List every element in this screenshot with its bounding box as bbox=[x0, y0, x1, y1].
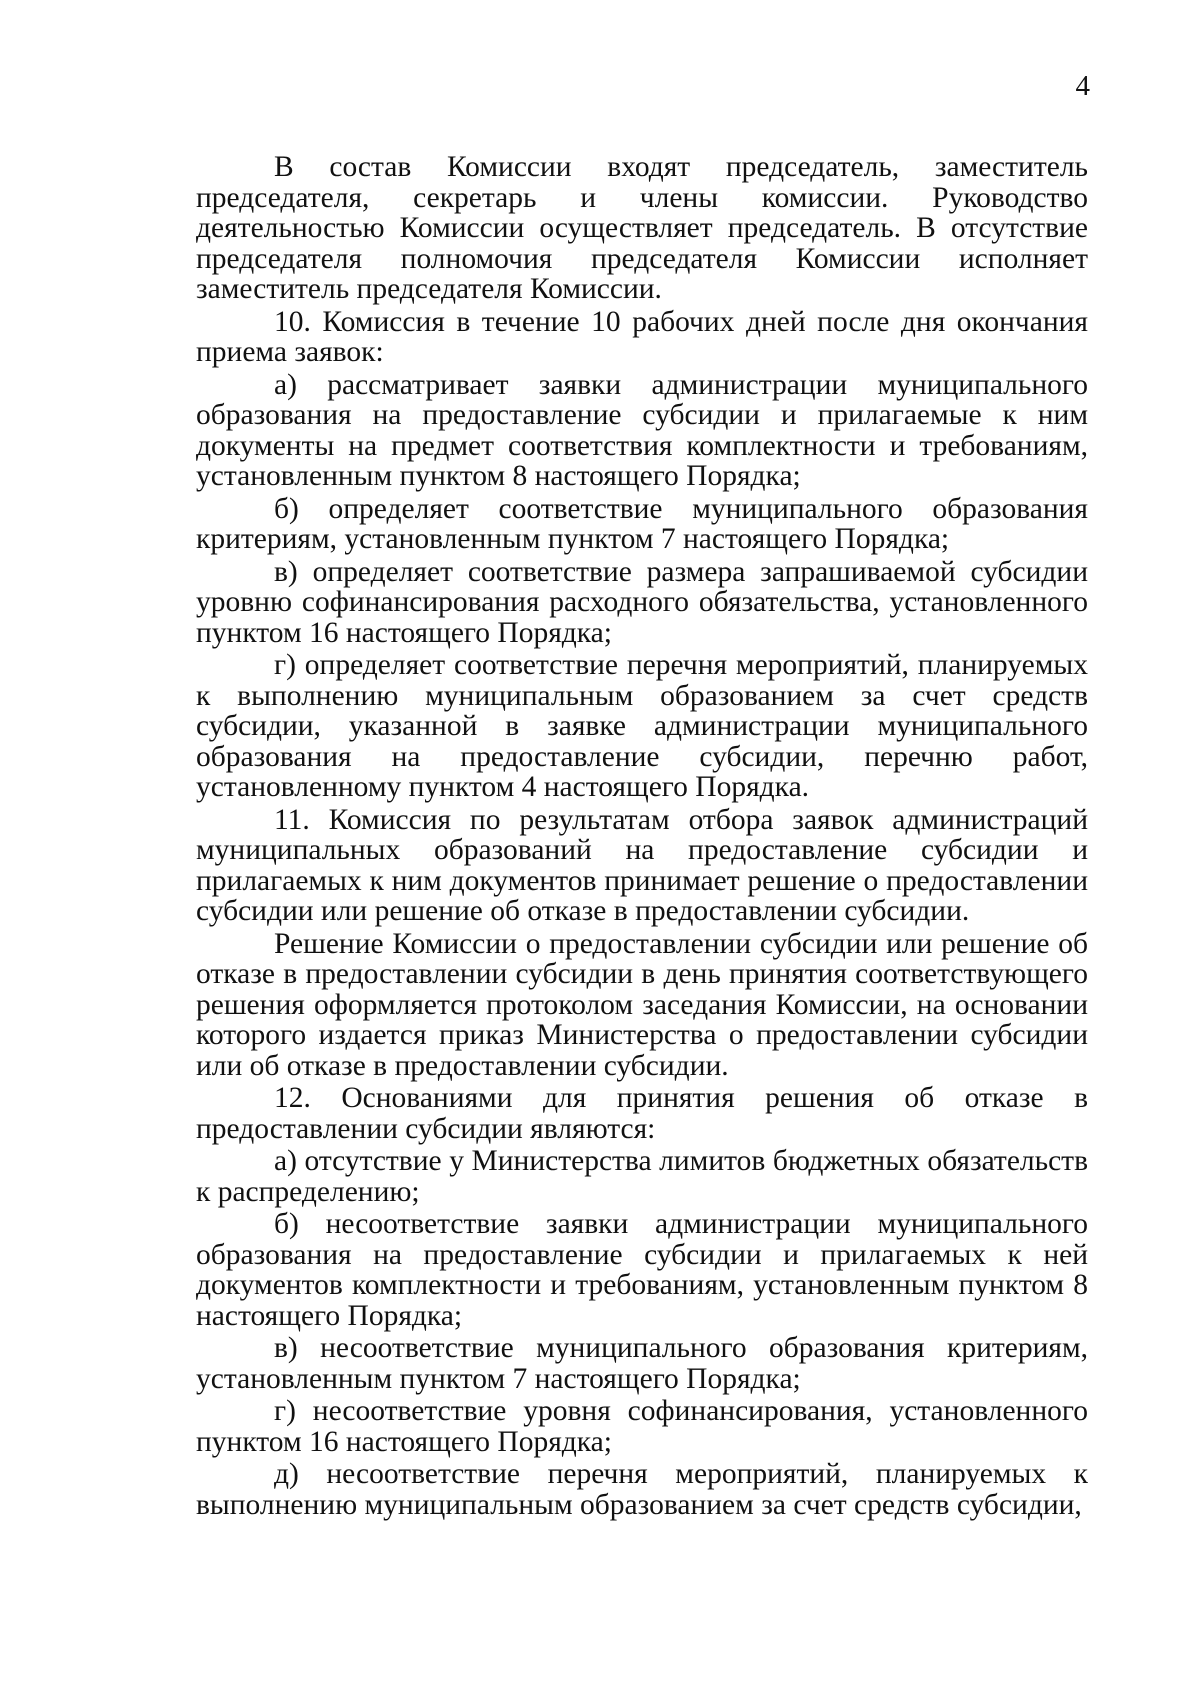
paragraph-item-10g: г) определяет соответствие перечня мероприятий, планируемых к выполнению муниципальным образованием за счет средств субсидии, указанной в заявке администрации муниципального образования на предоставление субсидии, перечню работ, установленному пунктом 4 настоящего Порядка. bbox=[196, 649, 1088, 803]
paragraph-item-12v: в) несоответствие муниципального образования критериям, установленным пунктом 7 настоящего Порядка; bbox=[196, 1332, 1088, 1395]
paragraph-item-10v: в) определяет соответствие размера запрашиваемой субсидии уровню софинансирования расходного обязательства, установленного пунктом 16 настоящего Порядка; bbox=[196, 555, 1088, 649]
page-number: 4 bbox=[1075, 70, 1090, 102]
paragraph-commission-composition: В состав Комиссии входят председатель, заместитель председателя, секретарь и члены комиссии. Руководство деятельностью Комиссии осуществляет председатель. В отсутствие председателя полномочия председателя Комиссии исполняет заместитель председателя Комиссии. bbox=[196, 151, 1088, 305]
paragraph-item-12: 12. Основаниями для принятия решения об отказе в предоставлении субсидии являются: bbox=[196, 1082, 1088, 1145]
document-body bbox=[196, 152, 1088, 1520]
paragraph-item-12d: д) несоответствие перечня мероприятий, планируемых к выполнению муниципальным образованием за счет средств субсидии, bbox=[196, 1458, 1088, 1521]
paragraph-item-12g: г) несоответствие уровня софинансирования, установленного пунктом 16 настоящего Порядка; bbox=[196, 1395, 1088, 1458]
paragraph-item-12b: б) несоответствие заявки администрации муниципального образования на предоставление субсидии и прилагаемых к ней документов комплектности и требованиям, установленным пунктом 8 настоящего Порядка; bbox=[196, 1208, 1088, 1332]
paragraph-item-10b: б) определяет соответствие муниципального образования критериям, установленным пунктом 7 настоящего Порядка; bbox=[196, 492, 1088, 555]
paragraph-item-10: 10. Комиссия в течение 10 рабочих дней после дня окончания приема заявок: bbox=[196, 305, 1088, 368]
paragraph-item-12a: а) отсутствие у Министерства лимитов бюджетных обязательств к распределению; bbox=[196, 1145, 1088, 1208]
paragraph-commission-decision: Решение Комиссии о предоставлении субсидии или решение об отказе в предоставлении субсидии в день принятия соответствующего решения оформляется протоколом заседания Комиссии, на основании которого издается приказ Министерства о предоставлении субсидии или об отказе в предоставлении субсидии. bbox=[196, 927, 1088, 1082]
paragraph-item-11: 11. Комиссия по результатам отбора заявок администраций муниципальных образований на предоставление субсидии и прилагаемых к ним документов принимает решение о предоставлении субсидии или решение об отказе в предоставлении субсидии. bbox=[196, 803, 1088, 927]
paragraph-item-10a: а) рассматривает заявки администрации муниципального образования на предоставление субсидии и прилагаемые к ним документы на предмет соответствия комплектности и требованиям, установленным пунктом 8 настоящего Порядка; bbox=[196, 368, 1088, 492]
